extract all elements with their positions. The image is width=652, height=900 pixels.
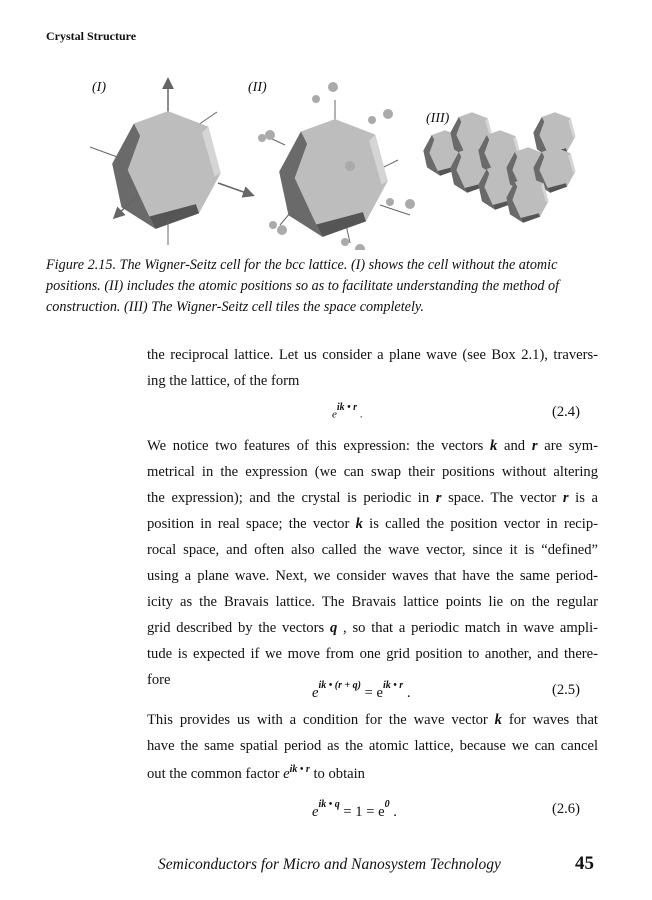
text-line <box>147 620 598 637</box>
text-line <box>147 712 598 729</box>
tiled-cells <box>423 112 575 223</box>
text-line <box>147 490 598 507</box>
math-symbol: k <box>490 438 498 454</box>
text-segment: fore <box>147 672 171 688</box>
text-segment: for waves that <box>501 712 598 728</box>
figure-label-1: (I) <box>92 80 106 95</box>
text-segment: rocal space, and often also called the wave vector, since it is “defined” <box>147 542 598 558</box>
equation-sup: ik • (r + q) <box>318 680 362 691</box>
footer-book-title: Semiconductors for Micro and Nanosystem Technology <box>158 856 501 873</box>
equation <box>312 799 397 821</box>
text-segment: ik • r <box>289 764 310 775</box>
text-segment: grid described by the vectors <box>147 620 330 636</box>
figure-label-2: (II) <box>248 80 267 95</box>
math-symbol: k <box>494 712 502 728</box>
text-segment: using a plane wave. Next, we consider waves that have the same period- <box>147 568 598 584</box>
equation-base: e <box>312 684 319 701</box>
math-symbol: r <box>435 490 442 506</box>
equation-base: e <box>332 408 337 421</box>
text-line <box>147 373 598 390</box>
equation-rest2: . <box>403 684 411 701</box>
text-line <box>147 738 598 755</box>
text-segment: e <box>283 765 290 782</box>
text-segment: is a <box>568 490 599 506</box>
text-segment: , so that a periodic match in wave ampli- <box>337 620 599 636</box>
figure-label-3: (III) <box>426 111 450 126</box>
text-segment: icity as the Bravais lattice. The Bravais lattice points lie on the regular <box>147 594 598 610</box>
equation-number: (2.4) <box>552 404 580 420</box>
text-segment: position in real space; the vector <box>147 516 356 532</box>
text-segment: the reciprocal lattice. Let us consider a plane wave (see Box 2.1), travers- <box>147 347 598 363</box>
equation-rest: = e <box>361 684 384 701</box>
text-line <box>147 516 598 533</box>
equation-sup2: 0 <box>384 799 390 810</box>
text-segment: are sym- <box>537 438 598 454</box>
equation-number: (2.5) <box>552 682 580 698</box>
equation-rest2: . <box>389 803 397 820</box>
equation-base: e <box>312 803 319 820</box>
text-line <box>147 347 598 364</box>
equation-sup: ik • r <box>336 402 358 413</box>
text-segment: have the same spatial period as the atomic lattice, because we can cancel <box>147 738 598 754</box>
cell-without-atoms <box>90 80 252 245</box>
figure-caption: Figure 2.15. The Wigner-Seitz cell for the bcc lattice. (I) shows the cell without the atomic positions. (II) includes the atomic positions so as to facilitate understanding the method of construction. (III) The Wigner-Seitz cell tiles the space completely. <box>46 257 560 315</box>
text-line <box>147 646 598 663</box>
text-segment: out the common factor <box>147 765 284 782</box>
text-line <box>147 464 598 481</box>
figure-wigner-seitz <box>80 75 600 250</box>
running-header: Crystal Structure <box>46 29 137 43</box>
text-segment: ing the lattice, of the form <box>147 373 300 389</box>
text-line <box>147 542 598 559</box>
equation-number: (2.6) <box>552 801 580 817</box>
equation-sup: ik • q <box>318 799 340 810</box>
text-segment: and <box>497 438 532 454</box>
math-symbol: k <box>355 516 363 532</box>
math-symbol: r <box>531 438 538 454</box>
equation-rest: . <box>357 408 363 421</box>
text-line <box>147 568 598 585</box>
page-number: 45 <box>575 853 594 874</box>
figure-illustration <box>80 75 600 250</box>
text-segment: metrical in the expression (we can swap their positions without altering <box>147 464 598 480</box>
equation <box>312 680 411 702</box>
text-line <box>147 594 598 611</box>
equation <box>332 402 363 421</box>
text-segment: the expression); and the crystal is periodic in <box>147 490 436 506</box>
text-segment: space. The vector <box>441 490 563 506</box>
text-segment: This provides us with a condition for the wave vector <box>147 712 495 728</box>
text-segment: tude is expected if we move from one grid position to another, and there- <box>147 646 598 662</box>
cell-with-atoms <box>258 82 415 250</box>
equation-rest: = 1 = e <box>339 803 385 820</box>
text-segment: is called the position vector in recip- <box>362 516 599 532</box>
equation-sup2: ik • r <box>383 680 404 691</box>
text-line <box>147 438 598 455</box>
math-symbol: r <box>562 490 569 506</box>
text-segment: We notice two features of this expression: the vectors <box>147 438 491 454</box>
text-line <box>147 764 598 783</box>
text-segment: to obtain <box>309 765 365 782</box>
math-symbol: q <box>329 620 338 636</box>
